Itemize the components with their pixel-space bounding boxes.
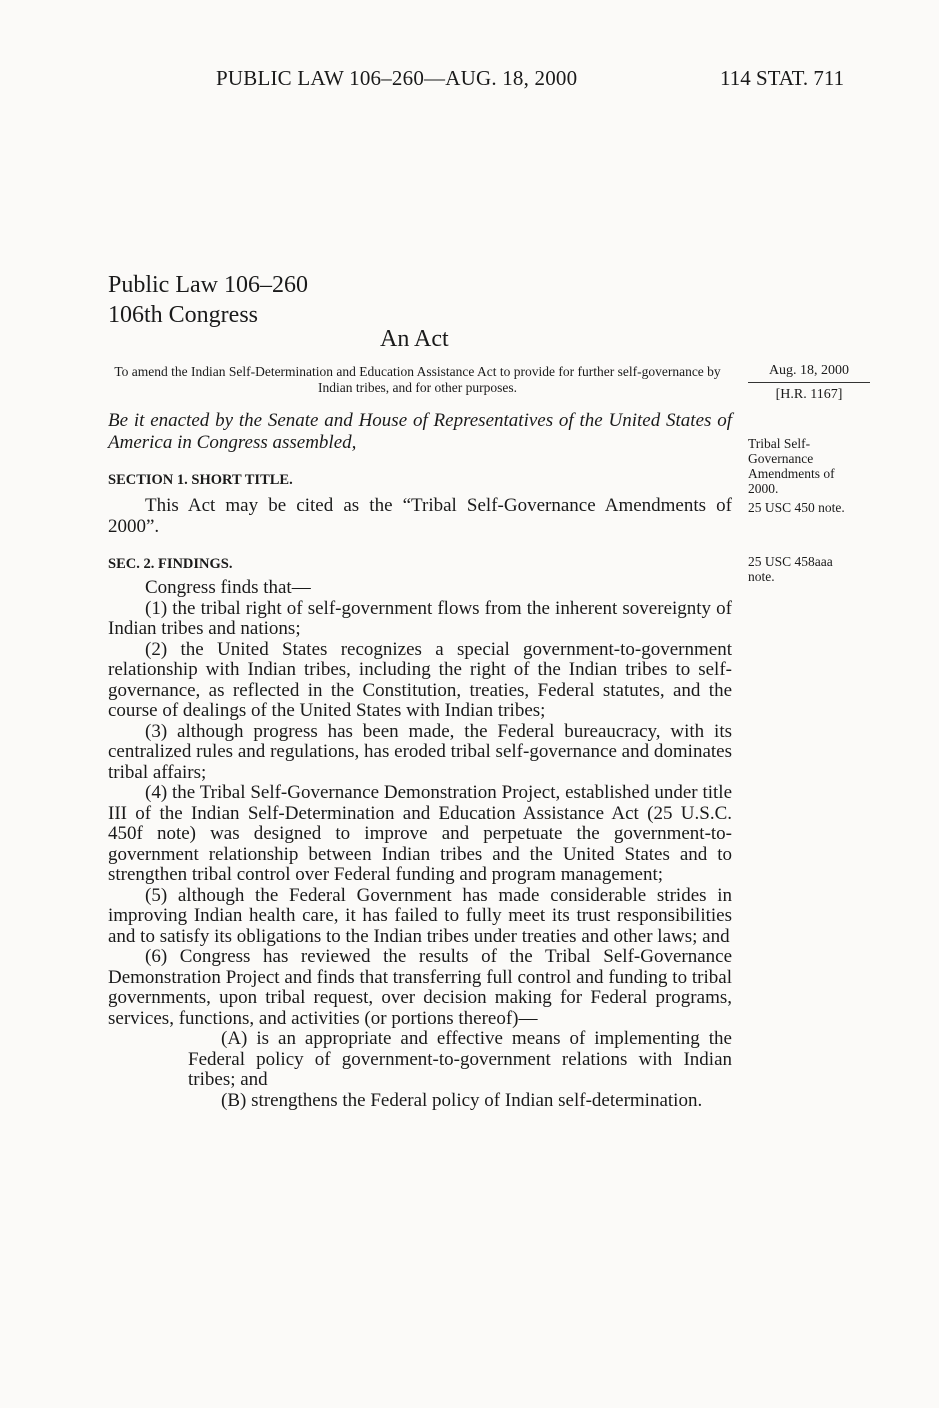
act-purpose: To amend the Indian Self-Determination and Education Assistance Act to provide for further self-governance by Indian tribes, and for other purposes. [114,364,721,395]
enactment-date: Aug. 18, 2000 [748,363,870,383]
bill-number: [H.R. 1167] [775,387,843,402]
short-title-margin-note: Tribal Self-Governance Amendments of 2000. [748,436,835,496]
law-title-block [108,270,308,330]
statute-page-reference: 114 STAT. 711 [720,66,845,90]
usc-margin-note-1: 25 USC 450 note. [748,500,845,515]
usc-margin-note-2: 25 USC 458aaa note. [748,554,833,584]
section-2-heading: SEC. 2. FINDINGS. [108,556,233,572]
findings-intro: Congress finds that— [145,577,311,598]
congress-number: 106th Congress [108,302,258,328]
subparagraph-b: (B) strengthens the Federal policy of Indian self-determination. [221,1089,703,1111]
subparagraph-a: (A) is an appropriate and effective means of implementing the Federal policy of government-to-government relations with Indian tribes; and [188,1028,732,1090]
finding-2: (2) the United States recognizes a special government-to-government relationship with Indian tribes, including the right of the Indian tribes to self-governance, as reflected in the Constitution, treaties, Federal statutes, and the course of dealings of the United States with Indian tribes; [108,638,732,721]
finding-5: (5) although the Federal Government has made considerable strides in improving Indian health care, it has failed to fully meet its trust responsibilities and to satisfy its obligations to the Indian tribes under treaties and other laws; and [108,884,732,947]
finding-1: (1) the tribal right of self-government flows from the inherent sovereignty of Indian tribes and nations; [108,597,732,639]
finding-6: (6) Congress has reviewed the results of the Tribal Self-Governance Demonstration Project and finds that transferring full control and funding to tribal governments, upon tribal request, over decision making for Federal programs, services, functions, and activities (or portions thereof)— [108,946,732,1029]
finding-3: (3) although progress has been made, the Federal bureaucracy, with its centralized rules and regulations, has eroded tribal self-governance and dominates tribal affairs; [108,720,732,783]
section-1-heading: SECTION 1. SHORT TITLE. [108,472,293,488]
public-law-number: Public Law 106–260 [108,272,308,298]
section-1-text: This Act may be cited as the “Tribal Self-Governance Amendments of 2000”. [108,495,732,537]
section-2-body [108,578,732,1111]
enacting-clause: Be it enacted by the Senate and House of Representatives of the United States of America in Congress assembled, [108,410,732,453]
finding-4: (4) the Tribal Self-Governance Demonstration Project, established under title III of the Indian Self-Determination and Education Assistance Act (25 U.S.C. 450f note) was designed to improve and perpetuate the government-to-government relationship between Indian tribes and the United States and to strengthen tribal control over Federal funding and program management; [108,782,732,885]
section-1-text-block [108,496,732,537]
enactment-date-box [748,363,870,403]
act-heading: An Act [380,326,449,352]
running-header-title: PUBLIC LAW 106–260—AUG. 18, 2000 [216,66,578,90]
